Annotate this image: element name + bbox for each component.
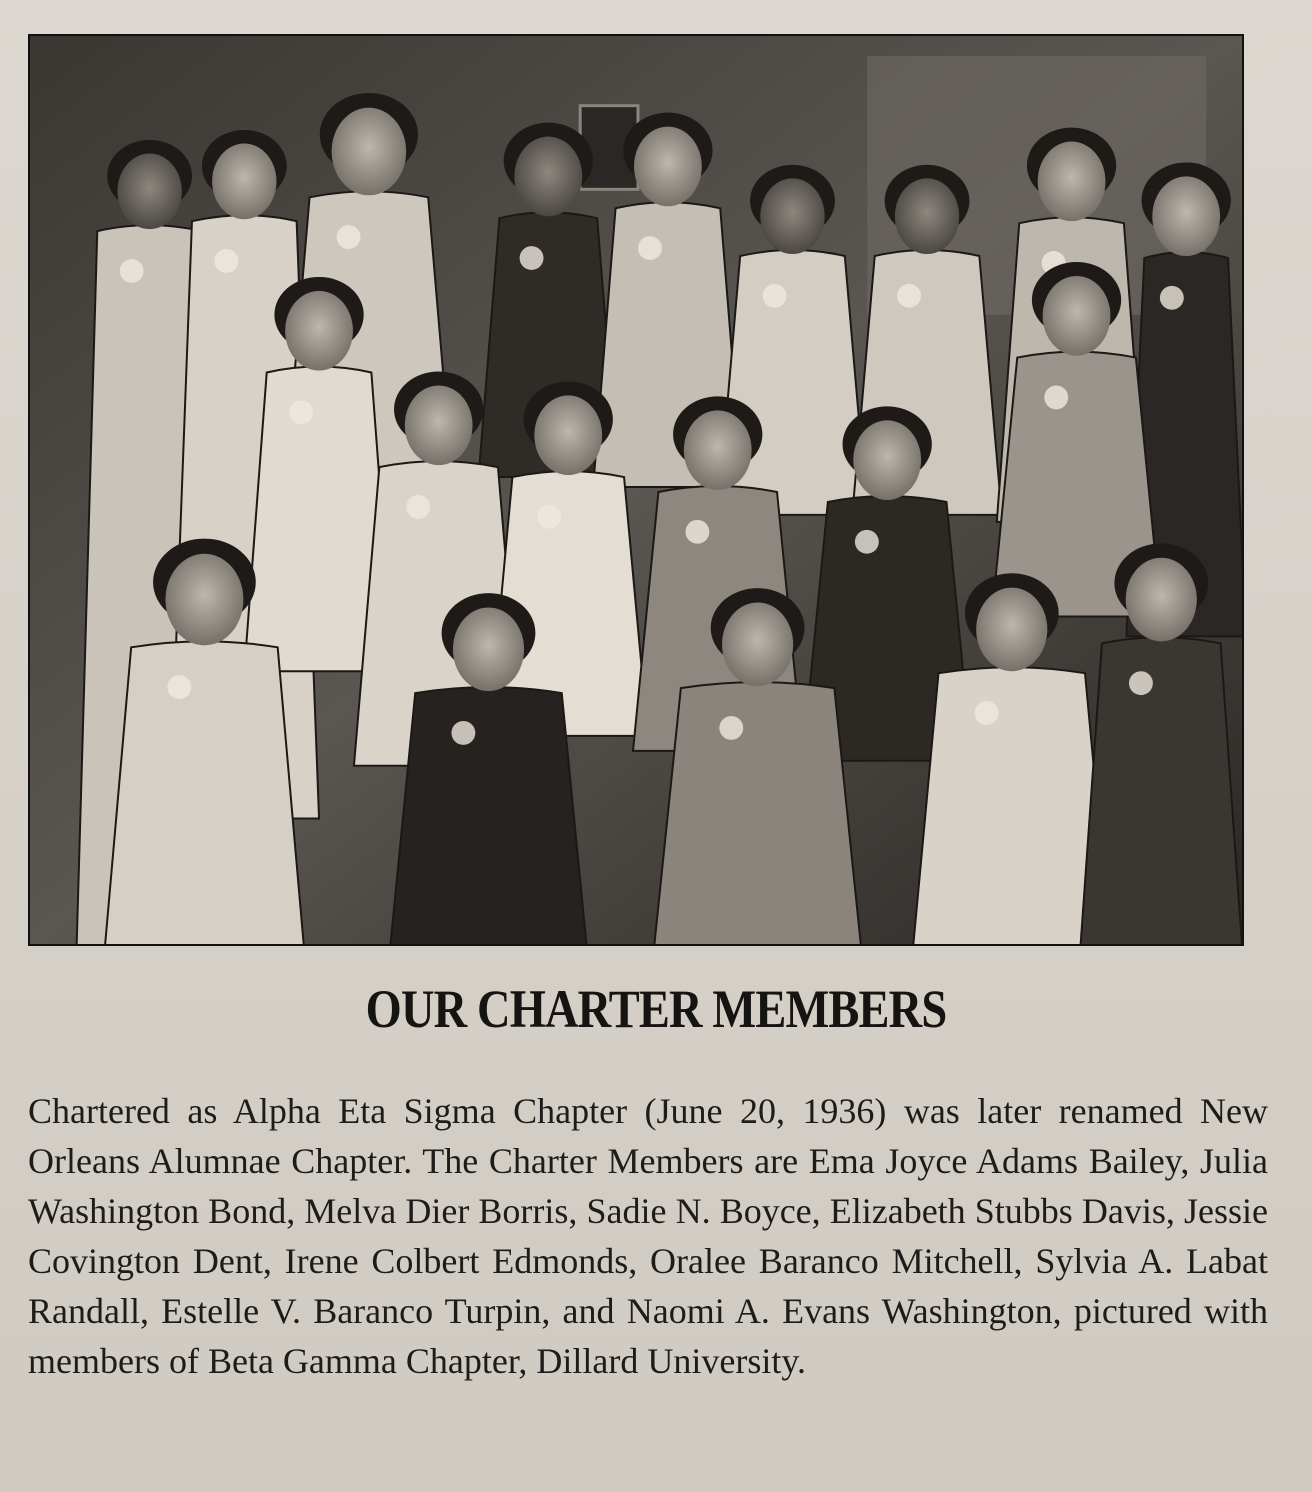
person-dress <box>1077 637 1242 944</box>
corsage <box>638 236 662 260</box>
person-face <box>1043 276 1111 356</box>
corsage <box>167 675 191 699</box>
person-face <box>332 108 407 196</box>
corsage <box>537 505 561 529</box>
person-face <box>895 178 959 254</box>
corsage <box>1044 385 1068 409</box>
corsage <box>763 284 787 308</box>
caption-line: Chartered as Alpha Eta Sigma Chapter (June 20, 1936) was later renamed New <box>28 1091 1268 1131</box>
caption-paragraph <box>28 1086 1268 1386</box>
corsage <box>406 495 430 519</box>
person-face <box>760 178 824 254</box>
caption-line: Covington Dent, Irene Colbert Edmonds, Oralee Baranco Mitchell, Sylvia A. Labat <box>28 1241 1268 1281</box>
person-face <box>212 144 276 220</box>
person-face <box>684 410 752 490</box>
person-face <box>722 603 793 687</box>
person-face <box>1126 558 1197 642</box>
corsage <box>685 520 709 544</box>
corsage <box>451 721 475 745</box>
caption-line: Orleans Alumnae Chapter. The Charter Members are Ema Joyce Adams Bailey, Julia <box>28 1141 1268 1181</box>
corsage <box>337 225 361 249</box>
person-face <box>453 607 524 691</box>
person-face <box>976 588 1047 672</box>
corsage <box>214 249 238 273</box>
person-face <box>117 153 181 229</box>
person-face <box>1038 142 1106 222</box>
corsage <box>1129 671 1153 695</box>
person-face <box>1152 176 1220 256</box>
corsage <box>719 716 743 740</box>
corsage <box>855 530 879 554</box>
caption-line: Randall, Estelle V. Baranco Turpin, and Naomi A. Evans Washington, pictured with <box>28 1291 1268 1331</box>
person-dress <box>384 687 593 944</box>
person-face <box>285 291 353 371</box>
group-photo <box>28 34 1244 946</box>
corsage <box>975 701 999 725</box>
corsage <box>120 259 144 283</box>
corsage <box>897 284 921 308</box>
person-face <box>405 385 473 465</box>
caption-line: members of Beta Gamma Chapter, Dillard University. <box>28 1341 807 1381</box>
person-dress <box>648 682 867 944</box>
group-photo-illustration <box>30 36 1242 944</box>
person-dress <box>100 641 309 944</box>
person-face <box>514 137 582 217</box>
headline: OUR CHARTER MEMBERS <box>365 979 947 1039</box>
person-face <box>634 127 702 207</box>
person-face <box>534 395 602 475</box>
person-face <box>853 420 921 500</box>
caption-line: Washington Bond, Melva Dier Borris, Sadie N. Boyce, Elizabeth Stubbs Davis, Jessie <box>28 1191 1268 1231</box>
corsage <box>289 400 313 424</box>
corsage <box>520 246 544 270</box>
person-face <box>165 554 243 646</box>
corsage <box>1160 286 1184 310</box>
